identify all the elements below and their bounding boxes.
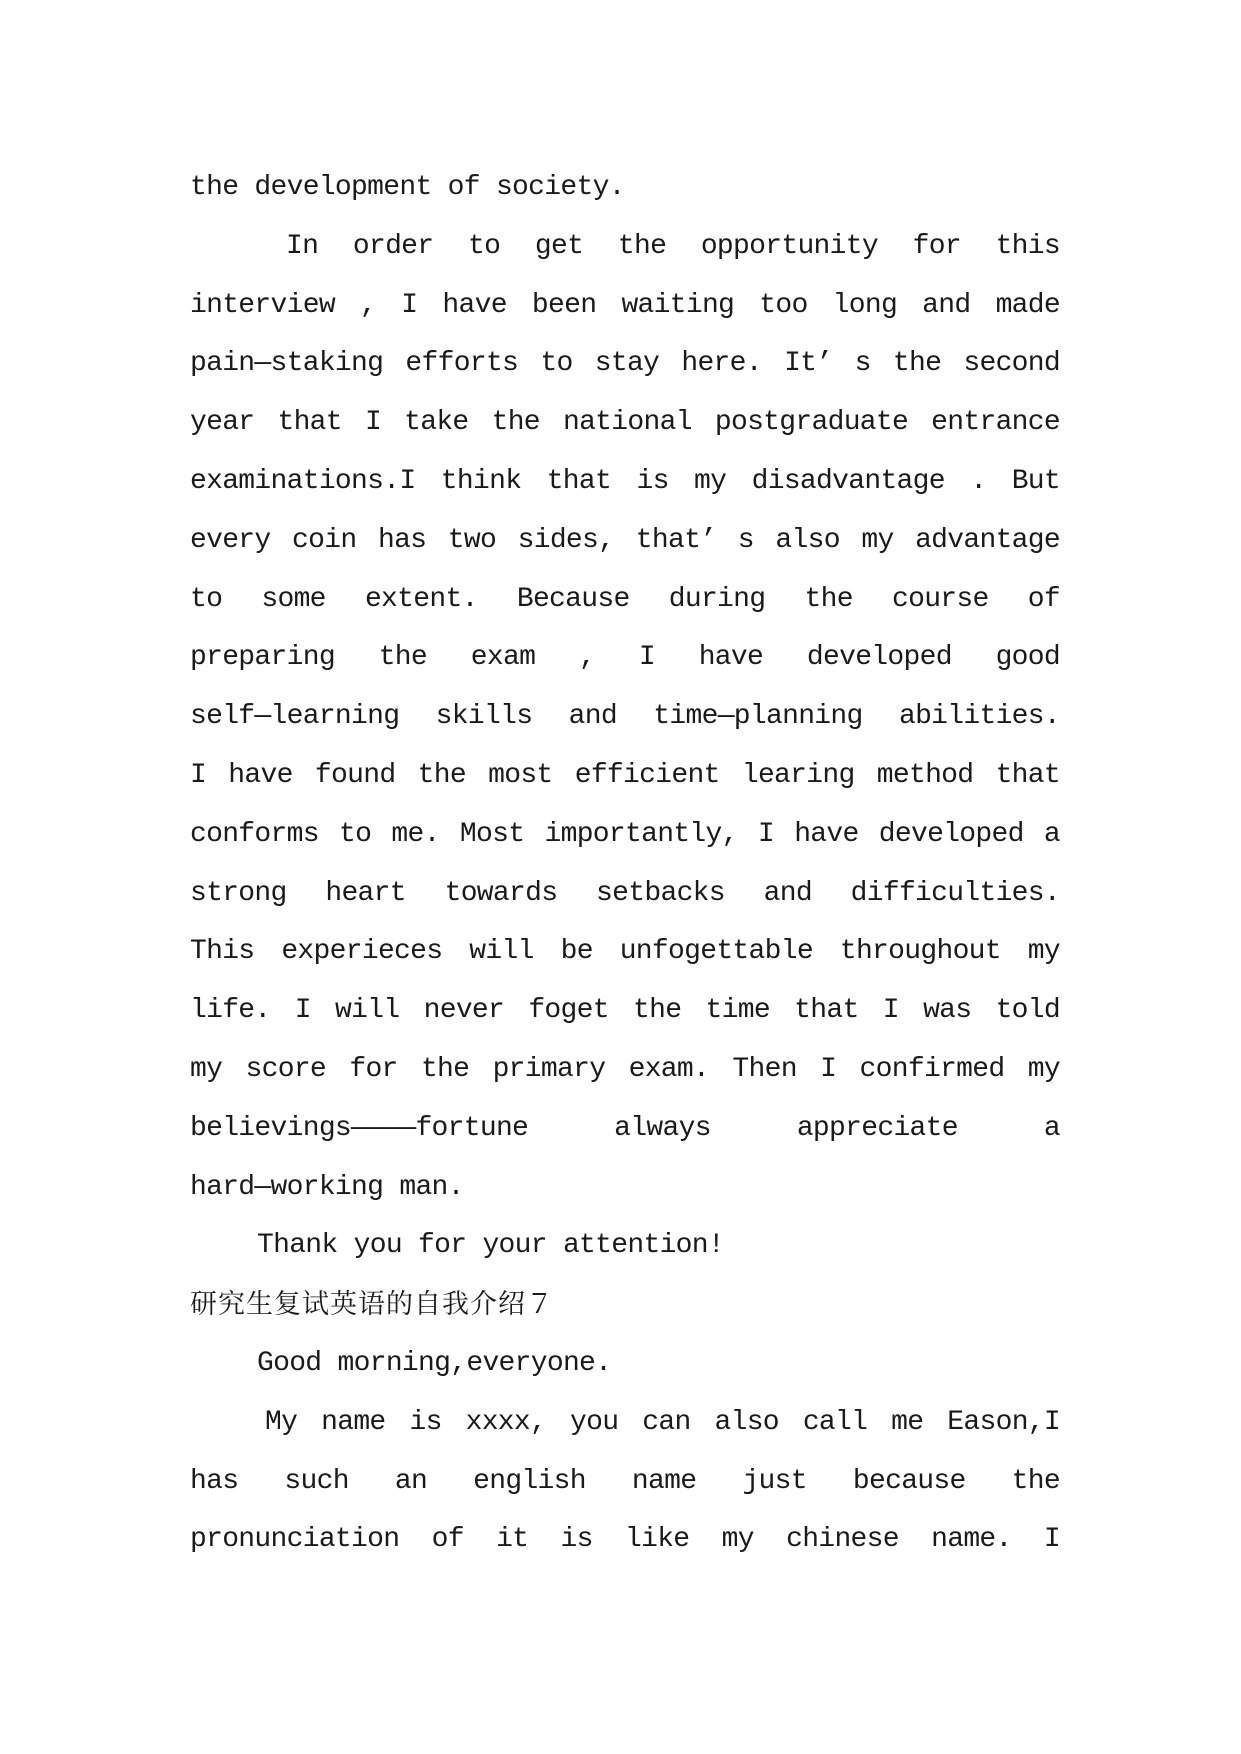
text-line: examinations.I think that is my disadvantage . But — [190, 465, 1060, 497]
text-line: conforms to me. Most importantly, I have developed a — [190, 818, 1060, 850]
section-heading: 研究生复试英语的自我介绍７ — [190, 1289, 554, 1321]
text-line: the development of society. — [190, 172, 625, 203]
text-line: This experieces will be unfogettable throughout my — [190, 936, 1060, 968]
text-line: my score for the primary exam. Then I confirmed my — [190, 1053, 1060, 1085]
text-line: interview , I have been waiting too long and made — [190, 289, 1060, 321]
text-line: My name is xxxx, you can also call me Eason,I — [265, 1406, 1060, 1438]
text-line: pain—staking efforts to stay here. It’ s the second — [190, 348, 1060, 380]
closing-line: Thank you for your attention! — [257, 1230, 724, 1262]
text-line: I have found the most efficient learing method that — [190, 759, 1060, 791]
text-line: to some extent. Because during the course of — [190, 583, 1060, 615]
text-line: pronunciation of it is like my chinese name. I — [190, 1524, 1060, 1556]
text-line: strong heart towards setbacks and difficulties. — [190, 877, 1060, 909]
text-line: has such an english name just because the — [190, 1465, 1060, 1497]
text-line: preparing the exam , I have developed good — [190, 642, 1060, 674]
text-line: hard—working man. — [190, 1171, 464, 1203]
greeting-line: Good morning,everyone. — [257, 1347, 612, 1379]
document-page — [190, 159, 1060, 1570]
text-line: life. I will never foget the time that I was told — [190, 995, 1060, 1027]
text-line: every coin has two sides, that’ s also my advantage — [190, 524, 1060, 556]
text-line: believings————fortune always appreciate a — [190, 1112, 1060, 1144]
text-line: year that I take the national postgraduate entrance — [190, 407, 1060, 439]
text-line: In order to get the opportunity for this — [286, 230, 1060, 262]
text-line: self—learning skills and time—planning abilities. — [190, 701, 1060, 733]
